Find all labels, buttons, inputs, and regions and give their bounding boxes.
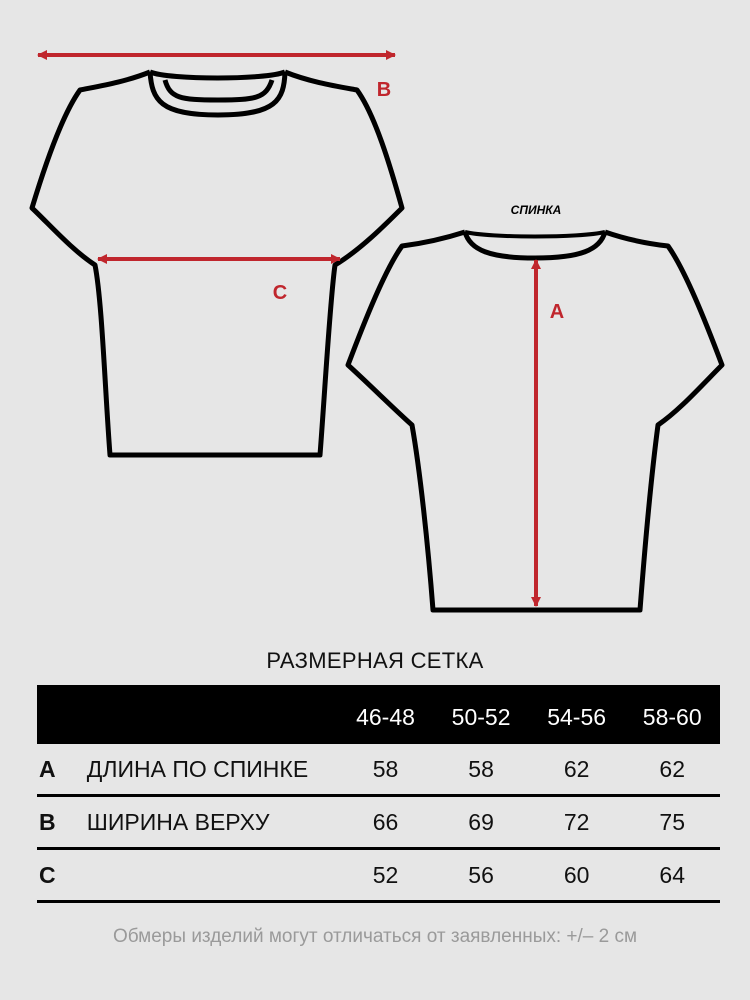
measure-value: 69 bbox=[433, 796, 529, 849]
measure-key: A bbox=[37, 744, 87, 796]
header-blank-cell bbox=[87, 685, 338, 744]
front-view-tshirt bbox=[32, 72, 402, 455]
size-header: 58-60 bbox=[624, 685, 720, 744]
measure-key: C bbox=[37, 849, 87, 902]
back-collar-inner bbox=[465, 232, 605, 237]
measure-value: 52 bbox=[338, 849, 434, 902]
measure-value: 56 bbox=[433, 849, 529, 902]
measure-name: ДЛИНА ПО СПИНКЕ bbox=[87, 744, 338, 796]
measure-value: 62 bbox=[529, 744, 625, 796]
back-view-label: СПИНКА bbox=[510, 203, 562, 217]
measure-value: 64 bbox=[624, 849, 720, 902]
size-header: 50-52 bbox=[433, 685, 529, 744]
table-row bbox=[37, 796, 720, 849]
measure-value: 60 bbox=[529, 849, 625, 902]
measure-value: 75 bbox=[624, 796, 720, 849]
measure-c-label: C bbox=[272, 282, 288, 304]
measure-name bbox=[87, 849, 338, 902]
measure-value: 58 bbox=[338, 744, 434, 796]
measure-b-label: B bbox=[376, 79, 392, 101]
measure-value: 66 bbox=[338, 796, 434, 849]
front-collar-inner bbox=[165, 80, 272, 100]
header-blank-cell bbox=[37, 685, 87, 744]
measurement-arrows bbox=[38, 55, 564, 606]
size-chart-table bbox=[37, 685, 720, 903]
front-collar-band bbox=[150, 72, 285, 78]
table-row bbox=[37, 849, 720, 902]
size-header: 46-48 bbox=[338, 685, 434, 744]
table-row bbox=[37, 744, 720, 796]
measure-value: 72 bbox=[529, 796, 625, 849]
size-header: 54-56 bbox=[529, 685, 625, 744]
measure-value: 62 bbox=[624, 744, 720, 796]
measurement-tolerance-note: Обмеры изделий могут отличаться от заявленных: +/– 2 см bbox=[112, 926, 638, 947]
front-tshirt-outline bbox=[32, 72, 402, 455]
size-chart-title: РАЗМЕРНАЯ СЕТКА bbox=[266, 648, 484, 673]
measure-name: ШИРИНА ВЕРХУ bbox=[87, 796, 338, 849]
measure-value: 58 bbox=[433, 744, 529, 796]
measure-key: B bbox=[37, 796, 87, 849]
measure-a-label: A bbox=[549, 301, 565, 323]
size-header-row bbox=[37, 685, 720, 744]
